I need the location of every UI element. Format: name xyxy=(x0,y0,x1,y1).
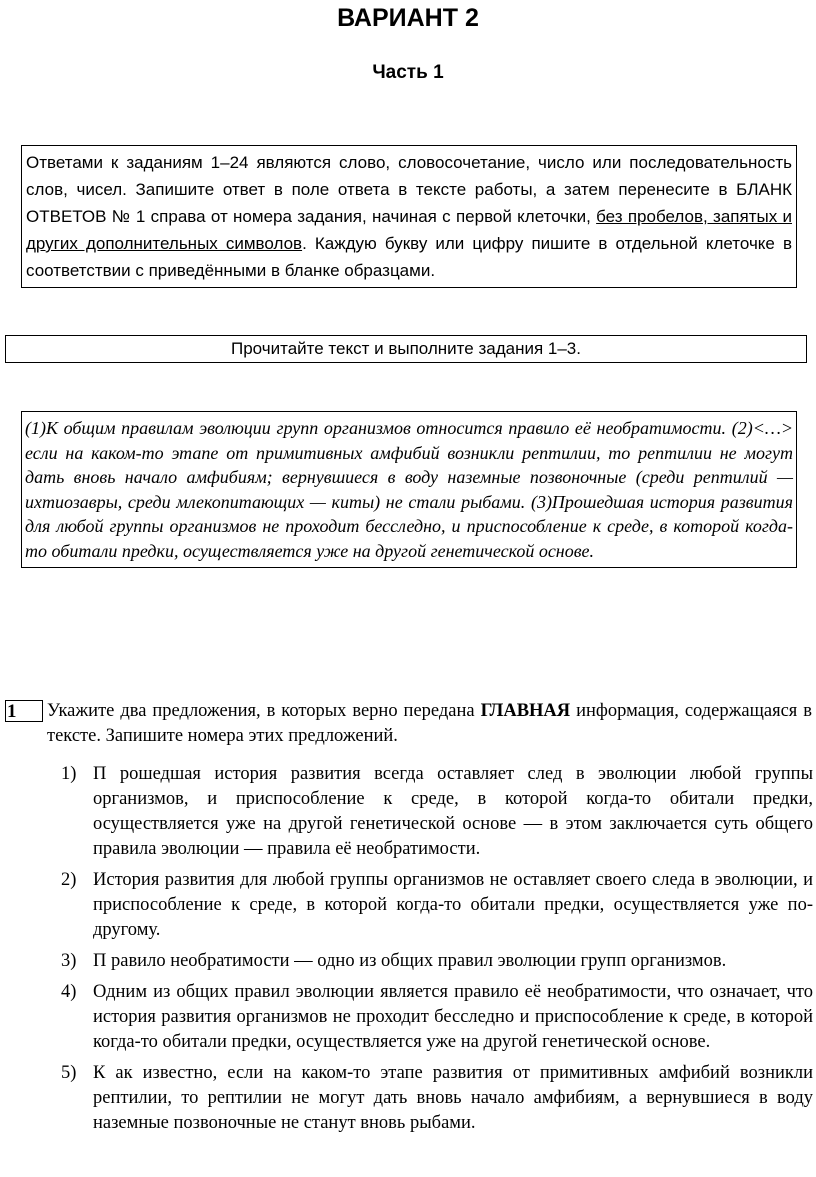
instructions-box xyxy=(21,145,797,288)
question-number: 1 xyxy=(5,700,43,722)
answer-option-4 xyxy=(61,980,813,1055)
question-text xyxy=(47,699,812,749)
reading-text-box: (1)К общим правилам эволюции групп организмов относится правило её необратимости. (2)<…> если на каком-то этапе от примитивных амфибий возникли рептилии, то рептилии не могут дать вновь начало амфибиям; вернувшиеся в воду наземные позвоночные (среди рептилий — ихтиозавры, среди млекопитающих — киты) не стали рыбами. (3)Прошедшая история развития для любой группы организмов не проходит бесследно, и приспособление к среде, в которой когда-то обитали предки, осуществляется уже на другой генетической основе. xyxy=(21,411,797,568)
instructions-underlined: без пробелов, запятых и других дополнительных символов xyxy=(26,207,792,253)
answer-text: П рошедшая история развития всегда оставляет след в эволюции любой группы организмов, и приспособление к среде, в которой когда-то обитали предки, осуществляется уже на другой генетической основе — в этом заключается суть общего правила эволюции — правила её необратимости. xyxy=(93,764,813,859)
instructions-text-1: Ответами к заданиям 1–24 являются слово, словосочетание, число или последовательность слов, чисел. Запишите ответ в поле ответа в тексте работы, а затем перенесите в БЛАНК ОТВЕТОВ № 1 справа от номера задания, начиная с первой клеточки, xyxy=(26,153,792,226)
answer-text: История развития для любой группы организмов не оставляет своего следа в эволюции, и приспособление к среде, в которой когда-то обитали предки, осуществляется уже по-другому. xyxy=(93,870,813,940)
answer-options xyxy=(61,762,813,1142)
answer-number: 4) xyxy=(61,982,77,1002)
answer-number: 1) xyxy=(61,764,77,784)
part-title: Часть 1 xyxy=(372,62,444,83)
answer-number: 3) xyxy=(61,951,77,971)
question-text-after: информация, содержащаяся в тексте. Запишите номера этих предложений. xyxy=(47,701,812,746)
answer-option-1 xyxy=(61,762,813,862)
answer-option-2 xyxy=(61,868,813,943)
task-header-box: Прочитайте текст и выполните задания 1–3. xyxy=(5,335,807,363)
page-title: ВАРИАНТ 2 xyxy=(337,4,479,32)
answer-option-5 xyxy=(61,1061,813,1136)
answer-number: 2) xyxy=(61,870,77,890)
answer-text: К ак известно, если на каком-то этапе развития от примитивных амфибий возникли рептилии, то рептилии не могут дать вновь начало амфибиям, а вернувшиеся в воду наземные позвоночные не станут вновь рыбами. xyxy=(93,1063,813,1133)
answer-text: Одним из общих правил эволюции является правило её необратимости, что означает, что история развития организмов не проходит бесследно и приспособление к среде, в которой когда-то обитали предки, осуществляется уже на другой генетической основе. xyxy=(93,982,813,1052)
answer-number: 5) xyxy=(61,1063,77,1083)
question-emphasis: ГЛАВНАЯ xyxy=(480,701,571,721)
answer-option-3 xyxy=(61,949,813,974)
instructions-text-2: . Каждую букву или цифру пишите в отдельной клеточке в соответствии с приведёнными в бланке образцами. xyxy=(26,234,792,280)
answer-text: П равило необратимости — одно из общих правил эволюции групп организмов. xyxy=(93,951,727,971)
question-text-before: Укажите два предложения, в которых верно передана xyxy=(47,701,481,721)
